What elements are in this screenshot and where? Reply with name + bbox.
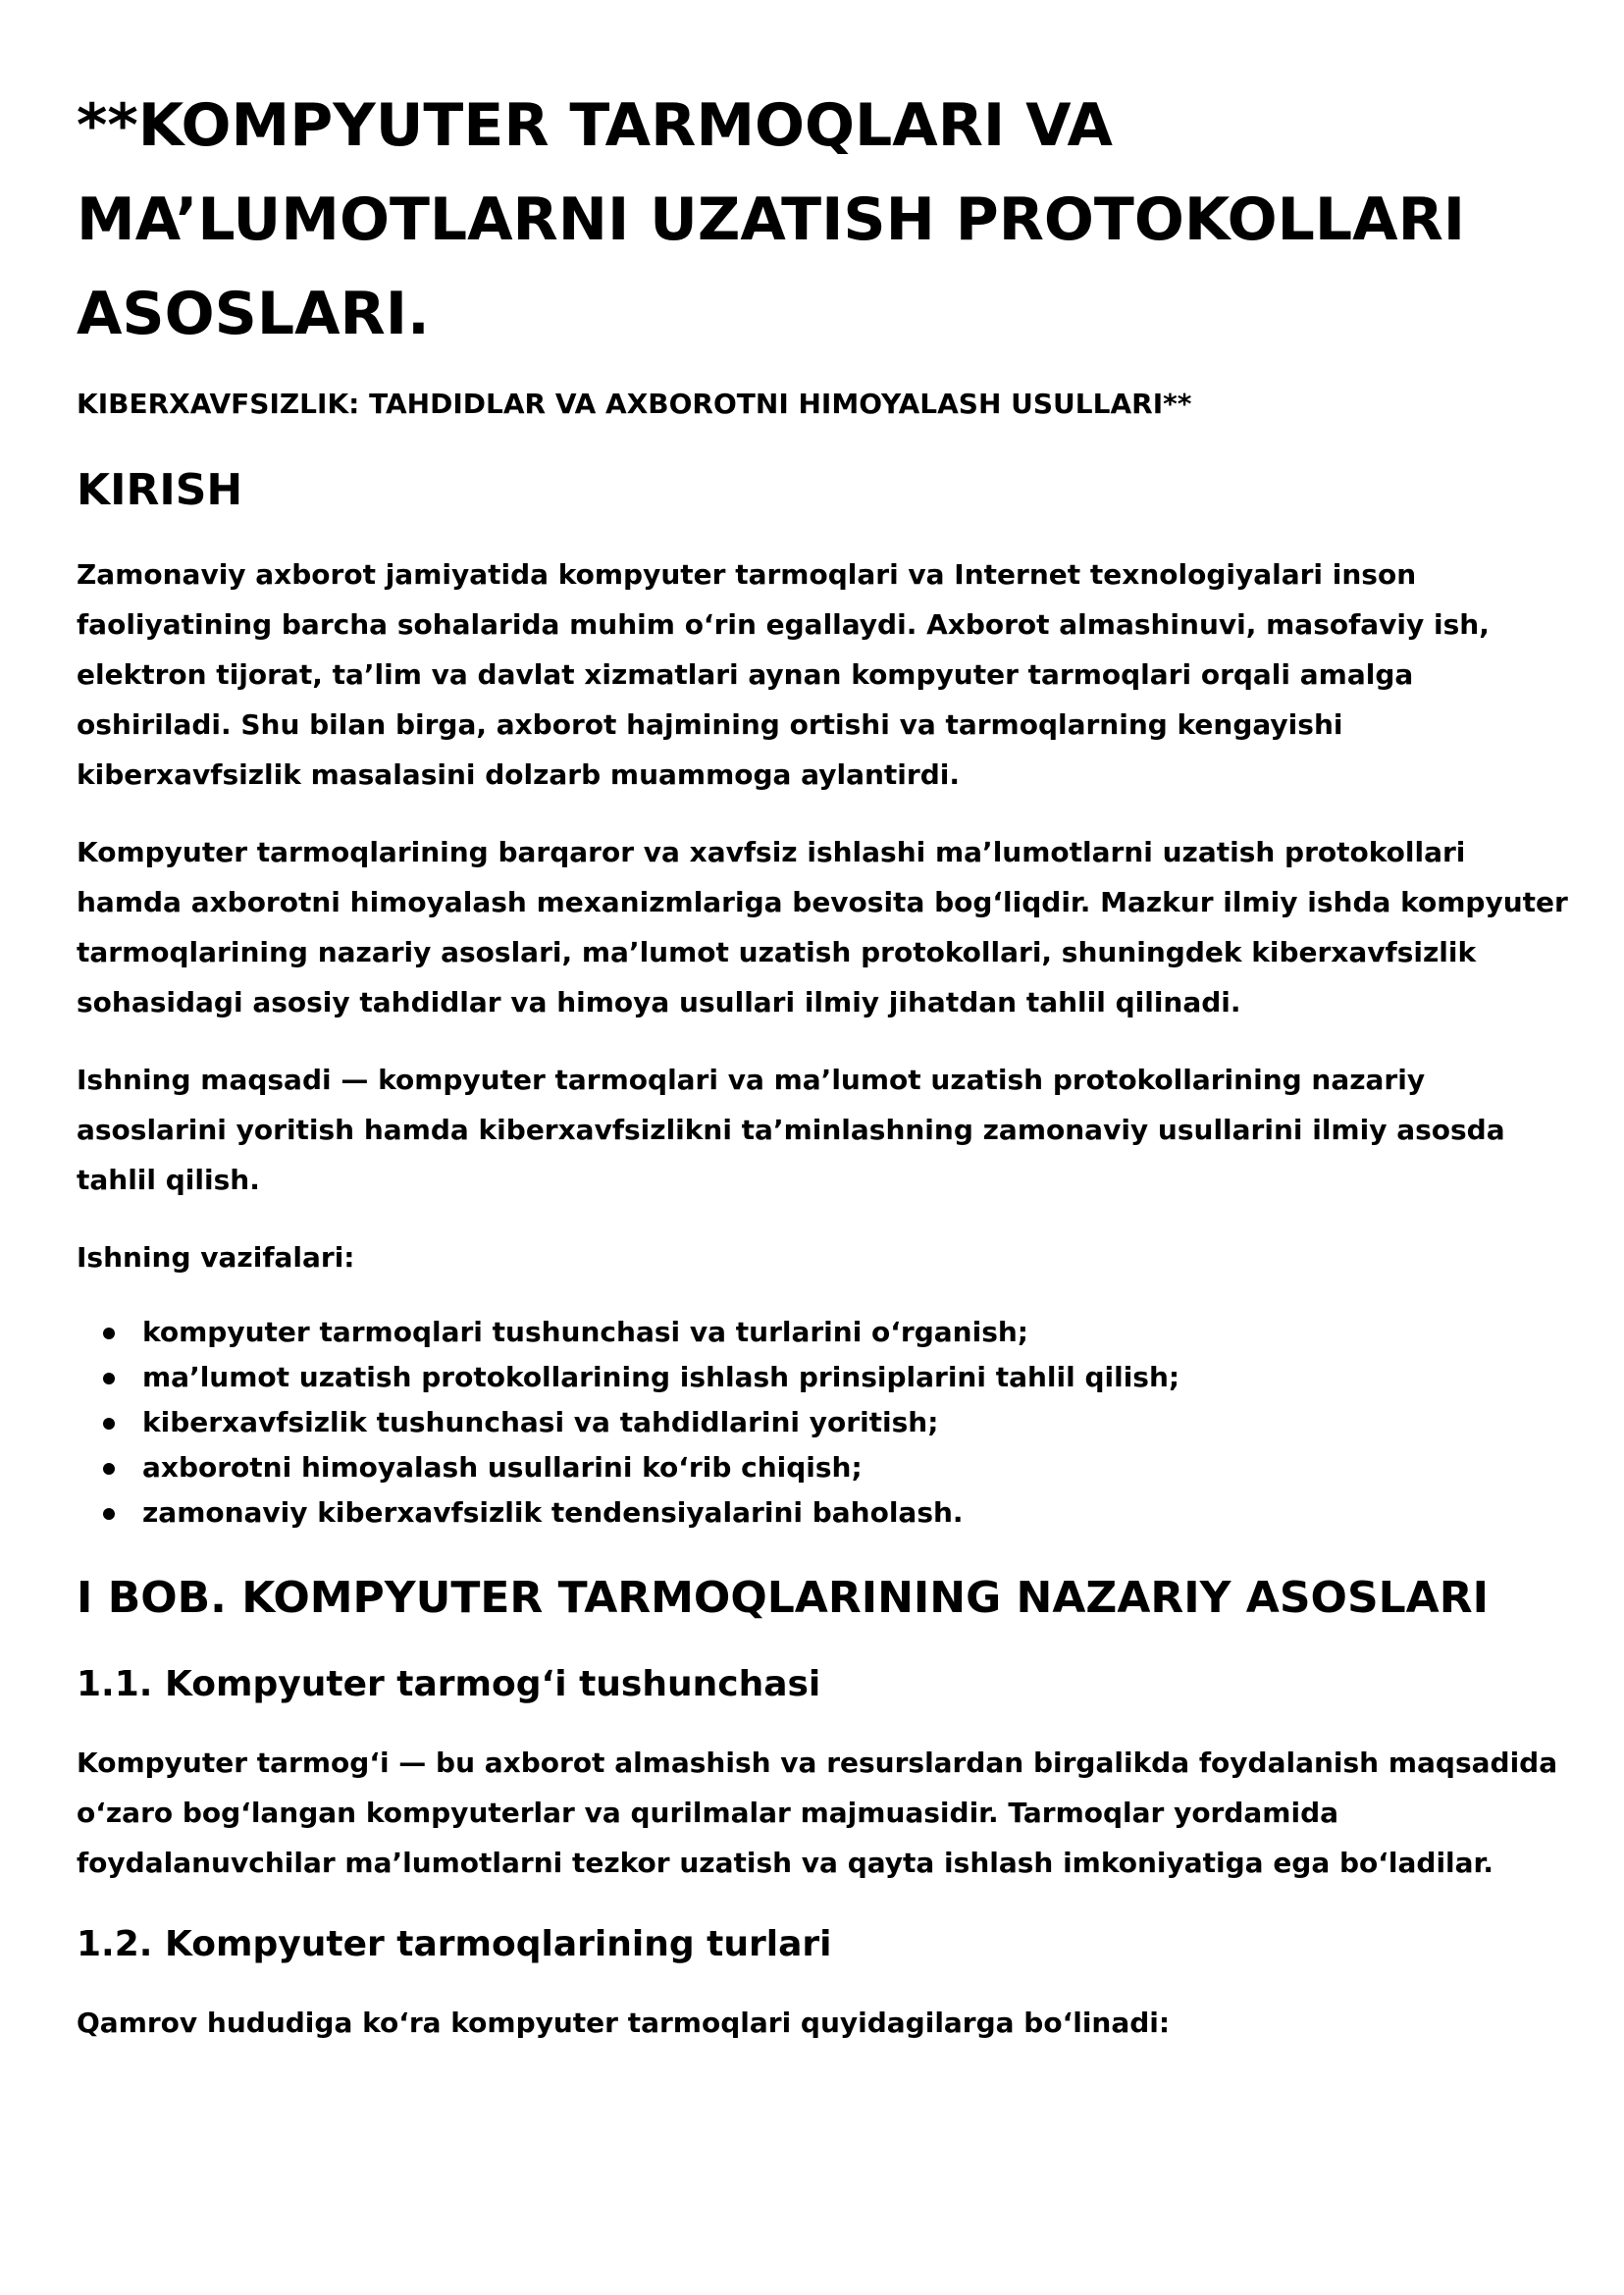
bullet-icon: [103, 1463, 115, 1475]
bullet-icon: [103, 1328, 115, 1339]
intro-paragraph-3: Ishning maqsadi — kompyuter tarmoqlari va maʼlumot uzatish protokollarining nazariy asoslarini yoritish hamda kiberxavfsizlikni taʼminlashning zamonaviy usullarini ilmiy asosda tahlil qilish.: [77, 1064, 1505, 1196]
list-item: [77, 1355, 1568, 1400]
document-subtitle: KIBERXAVFSIZLIK: TAHDIDLAR VA AXBOROTNI HIMOYALASH USULLARI**: [77, 388, 1192, 420]
section-heading-intro: KIRISH: [77, 465, 243, 515]
list-item: [77, 1310, 1568, 1355]
bullet-icon: [103, 1373, 115, 1384]
subsection-heading-1-2: 1.2. Kompyuter tarmoqlarining turlari: [77, 1924, 832, 1964]
subsection-paragraph-1-2: Qamrov hududiga koʻra kompyuter tarmoqlari quyidagilarga boʻlinadi:: [77, 2007, 1171, 2039]
list-item-text: axborotni himoyalash usullarini koʻrib chiqish;: [142, 1451, 863, 1484]
subsection-heading-1-1: 1.1. Kompyuter tarmogʻi tushunchasi: [77, 1664, 821, 1704]
list-item-text: kiberxavfsizlik tushunchasi va tahdidlarini yoritish;: [142, 1406, 939, 1438]
tasks-list: [77, 1310, 1568, 1536]
chapter-heading: I BOB. KOMPYUTER TARMOQLARINING NAZARIY ASOSLARI: [77, 1573, 1489, 1623]
list-item-text: zamonaviy kiberxavfsizlik tendensiyalarini baholash.: [142, 1496, 964, 1529]
list-item: [77, 1445, 1568, 1490]
bullet-icon: [103, 1418, 115, 1430]
bullet-icon: [103, 1508, 115, 1520]
list-item-text: kompyuter tarmoqlari tushunchasi va turlarini oʻrganish;: [142, 1316, 1028, 1348]
list-item: [77, 1400, 1568, 1445]
list-item: [77, 1490, 1568, 1536]
document-page: [77, 78, 1568, 2048]
document-title: **KOMPYUTER TARMOQLARI VA MA’LUMOTLARNI UZATISH PROTOKOLLARI ASOSLARI.: [77, 91, 1466, 348]
list-item-text: maʼlumot uzatish protokollarining ishlash prinsiplarini tahlil qilish;: [142, 1361, 1180, 1393]
subsection-paragraph-1-1: Kompyuter tarmogʻi — bu axborot almashish va resurslardan birgalikda foydalanish maqsadida oʻzaro bogʻlangan kompyuterlar va qurilmalar majmuasidir. Tarmoqlar yordamida foydalanuvchilar maʼlumotlarni tezkor uzatish va qayta ishlash imkoniyatiga ega boʻladilar.: [77, 1747, 1558, 1879]
intro-paragraph-1: Zamonaviy axborot jamiyatida kompyuter tarmoqlari va Internet texnologiyalari inson faoliyatining barcha sohalarida muhim oʻrin egallaydi. Axborot almashinuvi, masofaviy ish, elektron tijorat, taʼlim va davlat xizmatlari aynan kompyuter tarmoqlari orqali amalga oshiriladi. Shu bilan birga, axborot hajmining ortishi va tarmoqlarning kengayishi kiberxavfsizlik masalasini dolzarb muammoga aylantirdi.: [77, 558, 1490, 791]
intro-paragraph-2: Kompyuter tarmoqlarining barqaror va xavfsiz ishlashi maʼlumotlarni uzatish protokollari hamda axborotni himoyalash mexanizmlariga bevosita bogʻliqdir. Mazkur ilmiy ishda kompyuter tarmoqlarining nazariy asoslari, maʼlumot uzatish protokollari, shuningdek kiberxavfsizlik sohasidagi asosiy tahdidlar va himoya usullari ilmiy jihatdan tahlil qilinadi.: [77, 836, 1568, 1018]
tasks-label: Ishning vazifalari:: [77, 1241, 355, 1274]
